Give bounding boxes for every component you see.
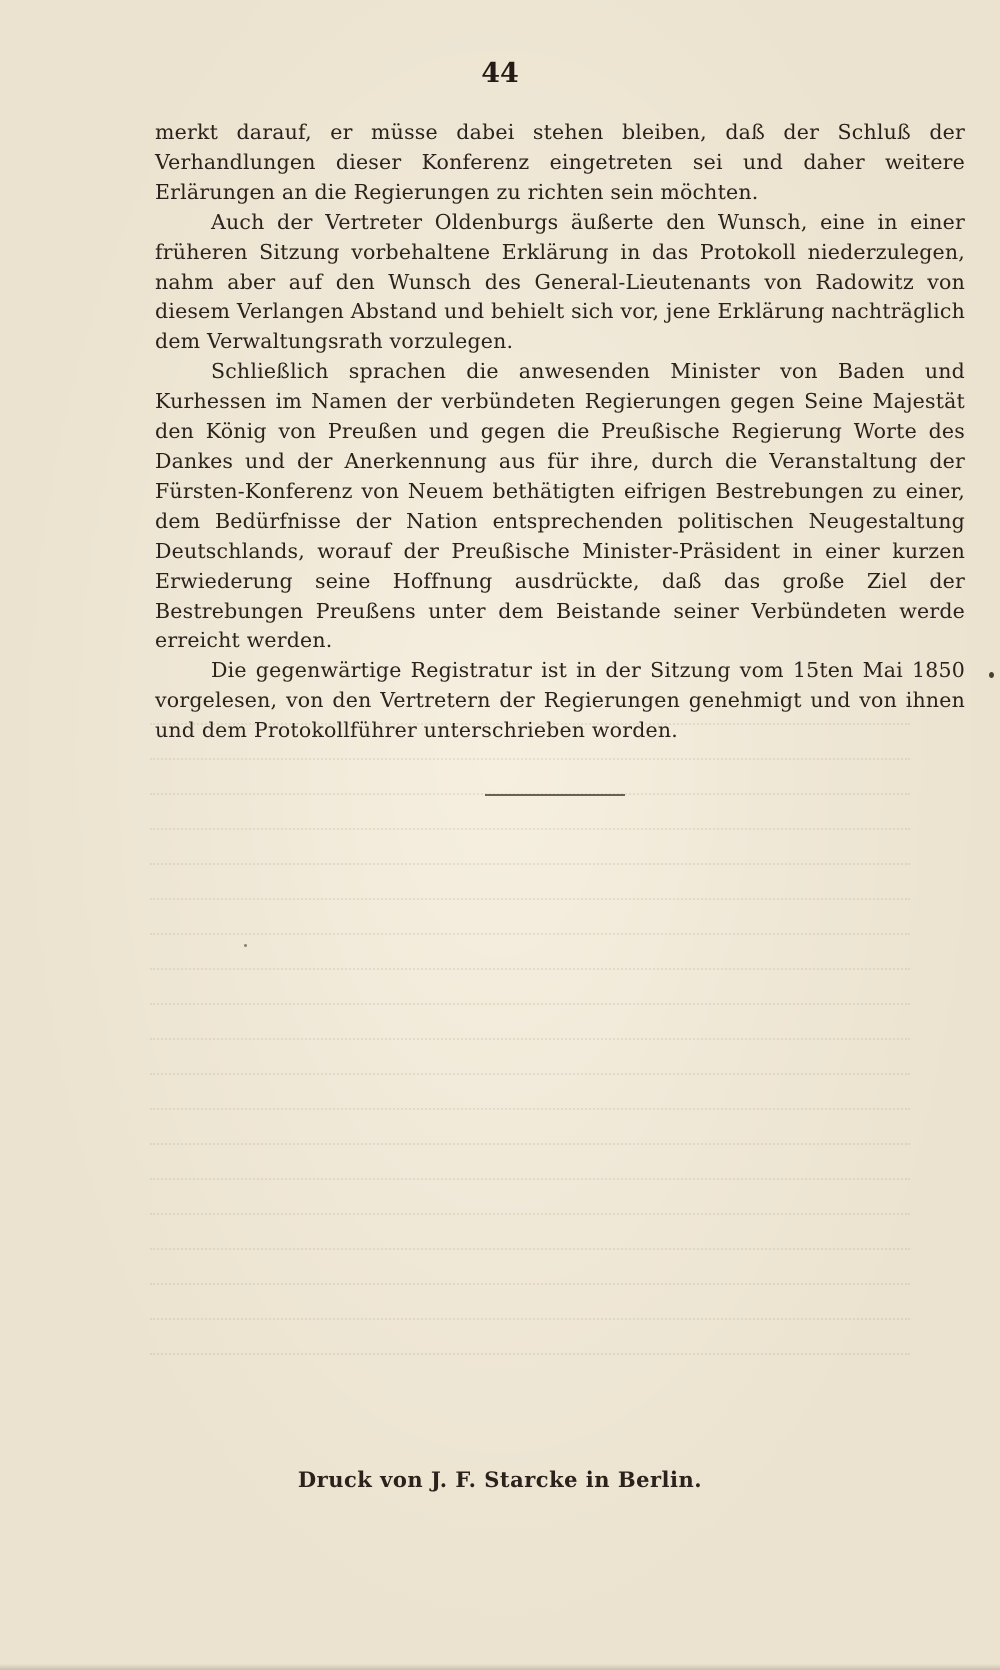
page-edge-shading bbox=[0, 1664, 1000, 1670]
page-number: 44 bbox=[481, 58, 519, 89]
paragraph: Schließlich sprachen die anwesenden Minister von Baden und Kurhessen im Namen der verbündeten Regierungen gegen Seine Majestät den König von Preußen und gegen die Preußische Regierung Worte des Dankes und der Anerkennung aus für ihre, durch die Veranstaltung der Fürsten-Konferenz von Neuem bethätigten eifrigen Bestrebungen zu einer, dem Bedürfnisse der Nation entsprechenden politischen Neugestaltung Deutschlands, worauf der Preußische Minister-Präsident in einer kurzen Erwiederung seine Hoffnung ausdrückte, daß das große Ziel der Bestrebungen Preußens unter dem Beistande seiner Verbündeten werde erreicht werden. bbox=[155, 359, 965, 653]
printer-imprint: Druck von J. F. Starcke in Berlin. bbox=[297, 1467, 703, 1492]
paragraph: Die gegenwärtige Registratur ist in der Sitzung vom 15ten Mai 1850 vorgelesen, von den Vertretern der Regierungen genehmigt und von ihnen und dem Protokollführer unterschrieben worden. bbox=[155, 658, 965, 743]
ink-speck bbox=[989, 672, 994, 678]
paragraph: Auch der Vertreter Oldenburgs äußerte den Wunsch, eine in einer früheren Sitzung vorbehaltene Erklärung in das Protokoll niederzulegen, nahm aber auf den Wunsch des General-Lieutenants von Radowitz von diesem Verlangen Abstand und behielt sich vor, jene Erklärung nachträglich dem Verwaltungsrath vorzulegen. bbox=[155, 209, 965, 354]
ink-speck bbox=[244, 944, 247, 947]
paragraph: merkt darauf, er müsse dabei stehen bleiben, daß der Schluß der Verhandlungen dieser Konferenz eingetreten sei und daher weitere Erlärungen an die Regierungen zu richten sein möchten. bbox=[155, 120, 965, 204]
body-text bbox=[155, 118, 965, 746]
section-divider-rule bbox=[485, 794, 625, 796]
